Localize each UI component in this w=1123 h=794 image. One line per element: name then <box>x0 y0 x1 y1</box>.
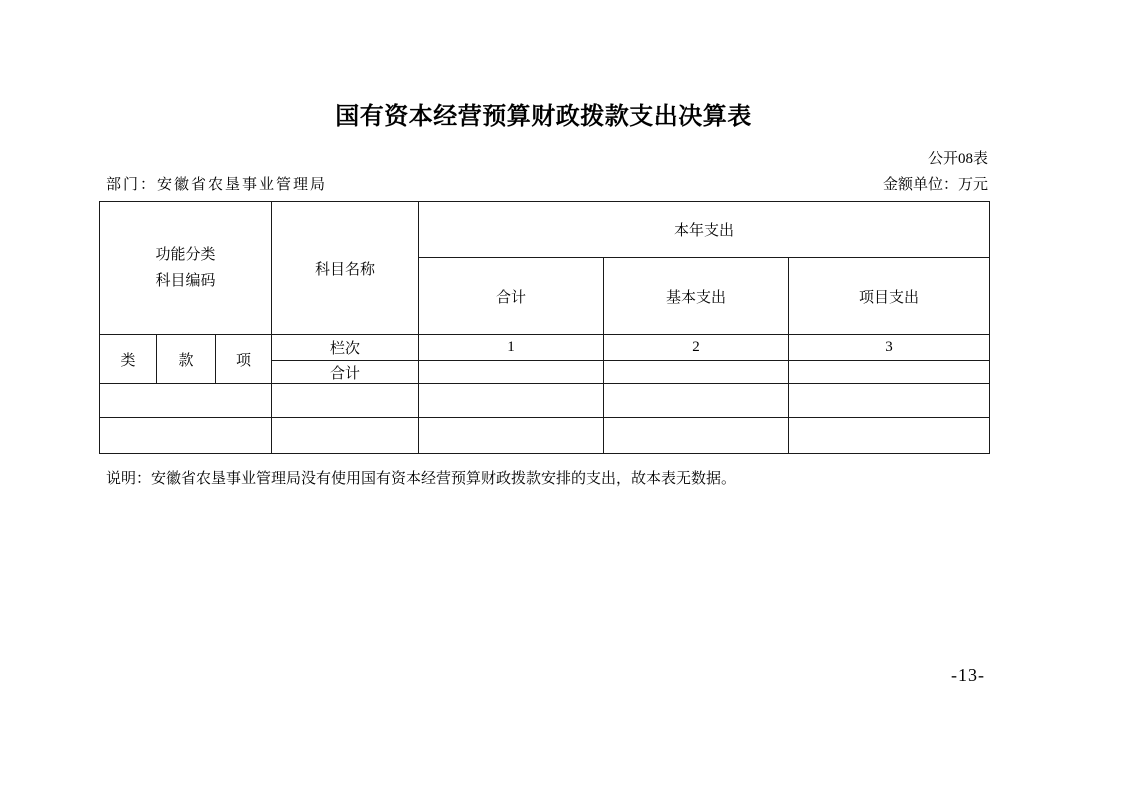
row-value-project <box>789 384 990 418</box>
row-code-cell <box>100 384 272 418</box>
row-value-project <box>789 418 990 454</box>
header-basic-expenditure: 基本支出 <box>604 258 789 335</box>
total-row-value-basic <box>604 361 789 384</box>
lanci-label: 栏次 <box>272 335 419 361</box>
header-functional-code-line2: 科目编码 <box>155 273 216 289</box>
department-label: 部门：安徽省农垦事业管理局 <box>106 177 328 193</box>
row-code-cell <box>100 418 272 454</box>
column-number-2: 2 <box>604 335 789 361</box>
column-index-row <box>100 335 990 361</box>
row-value-basic <box>604 418 789 454</box>
header-total: 合计 <box>419 258 604 335</box>
table-row <box>100 418 990 454</box>
row-name-cell <box>272 418 419 454</box>
total-row-value-total <box>419 361 604 384</box>
row-value-total <box>419 384 604 418</box>
column-number-3: 3 <box>789 335 990 361</box>
header-subject-name: 科目名称 <box>272 202 419 335</box>
column-number-1: 1 <box>419 335 604 361</box>
unit-label: 金额单位：万元 <box>882 177 988 193</box>
note-text: 说明：安徽省农垦事业管理局没有使用国有资本经营预算财政拨款安排的支出，故本表无数据。 <box>106 471 737 487</box>
form-code-label: 公开08表 <box>927 151 988 167</box>
header-col-kuan: 款 <box>157 335 216 384</box>
header-functional-code <box>100 202 272 335</box>
row-name-cell <box>272 384 419 418</box>
total-row-label: 合计 <box>272 361 419 384</box>
expenditure-table <box>99 201 990 454</box>
header-project-expenditure: 项目支出 <box>789 258 990 335</box>
table-row <box>100 384 990 418</box>
meta-row <box>106 175 988 196</box>
total-row-value-project <box>789 361 990 384</box>
page-number: -13- <box>951 665 985 685</box>
header-col-xiang: 项 <box>216 335 272 384</box>
row-value-basic <box>604 384 789 418</box>
header-functional-code-line1: 功能分类 <box>155 247 216 263</box>
header-row-1 <box>100 202 990 258</box>
page-title: 国有资本经营预算财政拨款支出决算表 <box>335 103 752 130</box>
header-col-class: 类 <box>100 335 157 384</box>
row-value-total <box>419 418 604 454</box>
header-current-year-expenditure: 本年支出 <box>419 202 990 258</box>
